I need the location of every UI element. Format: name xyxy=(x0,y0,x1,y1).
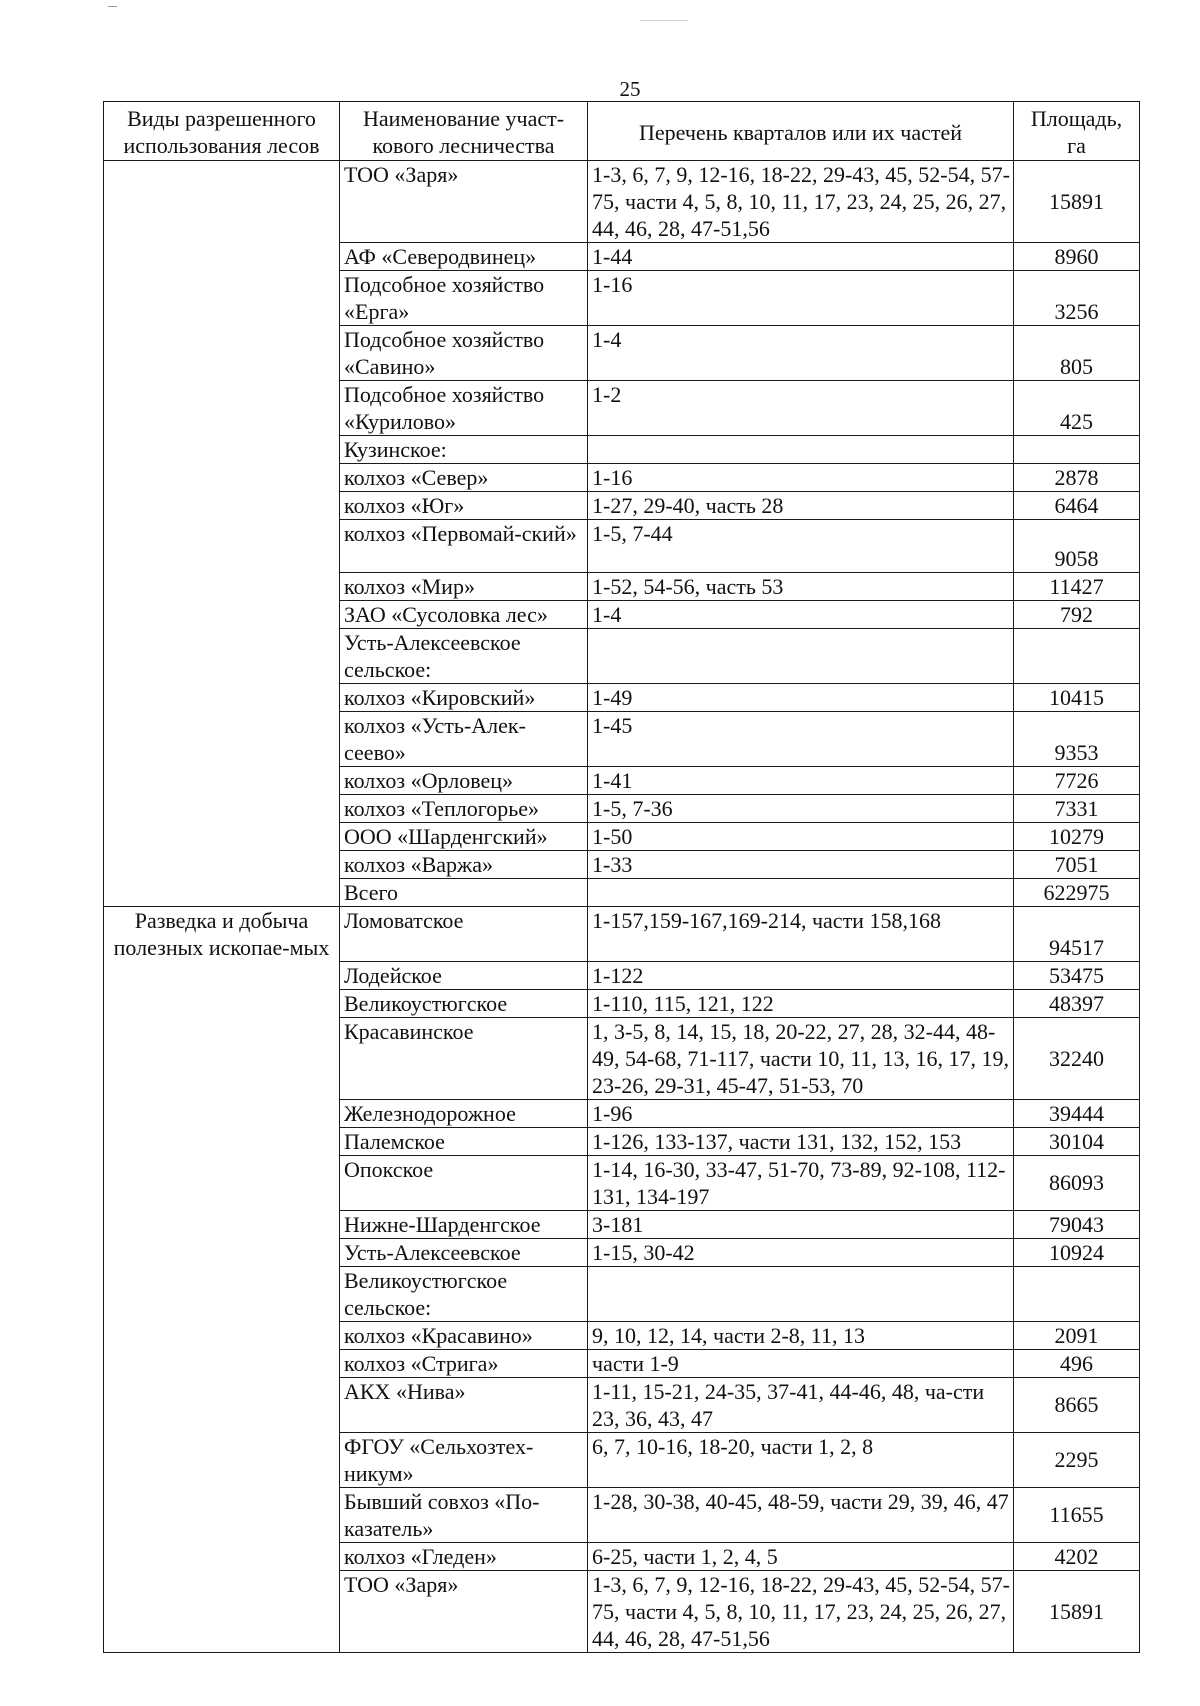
forestry-name-cell: Нижне-Шарденгское xyxy=(340,1210,588,1238)
area-cell: 9353 xyxy=(1014,712,1140,767)
quarters-cell: 1-3, 6, 7, 9, 12-16, 18-22, 29-43, 45, 52-54, 57-75, части 4, 5, 8, 10, 11, 17, 23, 24, 25, 26, 27, 44, 46, 28, 47-51,56 xyxy=(588,1570,1014,1652)
table-row xyxy=(104,712,1140,767)
table-header-row xyxy=(104,102,1140,161)
quarters-cell: 1-122 xyxy=(588,961,1014,989)
forestry-name-cell: колхоз «Варжа» xyxy=(340,851,588,879)
table-row xyxy=(104,1542,1140,1570)
table-row xyxy=(104,464,1140,492)
area-cell: 7331 xyxy=(1014,795,1140,823)
quarters-cell: 1-33 xyxy=(588,851,1014,879)
usage-type-cell xyxy=(104,1570,340,1652)
usage-type-cell xyxy=(104,271,340,326)
table-row xyxy=(104,795,1140,823)
area-cell: 39444 xyxy=(1014,1099,1140,1127)
usage-type-cell xyxy=(104,1487,340,1542)
forestry-name-cell: колхоз «Орловец» xyxy=(340,767,588,795)
area-cell: 2295 xyxy=(1014,1432,1140,1487)
area-cell: 496 xyxy=(1014,1349,1140,1377)
usage-type-cell xyxy=(104,520,340,573)
usage-type-cell xyxy=(104,1210,340,1238)
table-row xyxy=(104,823,1140,851)
forestry-name-cell: Ломоватское xyxy=(340,907,588,962)
quarters-cell: 1-16 xyxy=(588,271,1014,326)
quarters-cell: 1-5, 7-44 xyxy=(588,520,1014,573)
area-cell: 15891 xyxy=(1014,1570,1140,1652)
forestry-name-cell: Бывший совхоз «По-казатель» xyxy=(340,1487,588,1542)
quarters-cell: 3-181 xyxy=(588,1210,1014,1238)
quarters-cell: 1-11, 15-21, 24-35, 37-41, 44-46, 48, ча-сти 23, 36, 43, 47 xyxy=(588,1377,1014,1432)
forestry-name-cell: колхоз «Стрига» xyxy=(340,1349,588,1377)
quarters-cell: 6, 7, 10-16, 18-20, части 1, 2, 8 xyxy=(588,1432,1014,1487)
area-cell: 2091 xyxy=(1014,1321,1140,1349)
forestry-name-cell: колхоз «Красавино» xyxy=(340,1321,588,1349)
quarters-cell xyxy=(588,436,1014,464)
forestry-name-cell: Кузинское: xyxy=(340,436,588,464)
table-row xyxy=(104,573,1140,601)
usage-type-cell xyxy=(104,1377,340,1432)
scan-artifact-mark xyxy=(108,6,117,7)
usage-type-cell xyxy=(104,823,340,851)
table-row xyxy=(104,1266,1140,1321)
area-cell: 6464 xyxy=(1014,492,1140,520)
area-cell: 15891 xyxy=(1014,161,1140,243)
forestry-name-cell: Палемское xyxy=(340,1127,588,1155)
table-row xyxy=(104,767,1140,795)
area-cell: 9058 xyxy=(1014,520,1140,573)
area-cell: 792 xyxy=(1014,601,1140,629)
usage-type-cell xyxy=(104,767,340,795)
table-row xyxy=(104,851,1140,879)
table-row xyxy=(104,492,1140,520)
quarters-cell: 1-52, 54-56, часть 53 xyxy=(588,573,1014,601)
usage-type-cell xyxy=(104,381,340,436)
usage-type-cell xyxy=(104,436,340,464)
table-row xyxy=(104,326,1140,381)
usage-type-cell xyxy=(104,879,340,907)
usage-type-cell xyxy=(104,326,340,381)
usage-type-cell xyxy=(104,1155,340,1210)
usage-type-cell: Разведка и добыча полезных ископае-мых xyxy=(104,907,340,962)
quarters-cell: 9, 10, 12, 14, части 2-8, 11, 13 xyxy=(588,1321,1014,1349)
forestry-name-cell: ТОО «Заря» xyxy=(340,1570,588,1652)
usage-type-cell xyxy=(104,464,340,492)
quarters-cell: 1, 3-5, 8, 14, 15, 18, 20-22, 27, 28, 32-44, 48-49, 54-68, 71-117, части 10, 11, 13, 16, 17, 19, 23-26, 29-31, 45-47, 51-53, 70 xyxy=(588,1017,1014,1099)
area-cell xyxy=(1014,1266,1140,1321)
usage-type-cell xyxy=(104,1321,340,1349)
forest-use-table xyxy=(103,101,1140,1653)
table-row xyxy=(104,879,1140,907)
area-cell: 79043 xyxy=(1014,1210,1140,1238)
area-cell: 2878 xyxy=(1014,464,1140,492)
table-row xyxy=(104,961,1140,989)
scan-artifact-mark xyxy=(640,20,688,21)
usage-type-cell xyxy=(104,961,340,989)
table-row xyxy=(104,629,1140,684)
table-row xyxy=(104,243,1140,271)
forestry-name-cell: Железнодорожное xyxy=(340,1099,588,1127)
quarters-cell: 1-3, 6, 7, 9, 12-16, 18-22, 29-43, 45, 52-54, 57-75, части 4, 5, 8, 10, 11, 17, 23, 24, 25, 26, 27, 44, 46, 28, 47-51,56 xyxy=(588,161,1014,243)
area-cell: 425 xyxy=(1014,381,1140,436)
area-cell: 7726 xyxy=(1014,767,1140,795)
table-row xyxy=(104,381,1140,436)
area-cell: 7051 xyxy=(1014,851,1140,879)
quarters-cell: 1-4 xyxy=(588,326,1014,381)
forestry-name-cell: ТОО «Заря» xyxy=(340,161,588,243)
quarters-cell: 1-4 xyxy=(588,601,1014,629)
quarters-cell: 1-44 xyxy=(588,243,1014,271)
table-row xyxy=(104,1127,1140,1155)
area-cell: 10924 xyxy=(1014,1238,1140,1266)
page-number: 25 xyxy=(619,77,641,101)
quarters-cell: 1-27, 29-40, часть 28 xyxy=(588,492,1014,520)
quarters-cell: 1-28, 30-38, 40-45, 48-59, части 29, 39, 46, 47 xyxy=(588,1487,1014,1542)
area-cell: 3256 xyxy=(1014,271,1140,326)
quarters-cell: 1-5, 7-36 xyxy=(588,795,1014,823)
usage-type-cell xyxy=(104,684,340,712)
usage-type-cell xyxy=(104,712,340,767)
area-cell: 4202 xyxy=(1014,1542,1140,1570)
usage-type-cell xyxy=(104,492,340,520)
table-row xyxy=(104,1487,1140,1542)
forestry-name-cell: Всего xyxy=(340,879,588,907)
area-cell: 30104 xyxy=(1014,1127,1140,1155)
forestry-name-cell: колхоз «Юг» xyxy=(340,492,588,520)
forestry-name-cell: ООО «Шарденгский» xyxy=(340,823,588,851)
forestry-name-cell: Усть-Алексеевское сельское: xyxy=(340,629,588,684)
quarters-cell: 1-41 xyxy=(588,767,1014,795)
table-row xyxy=(104,161,1140,243)
header-area: Площадь, га xyxy=(1014,102,1140,161)
table-row xyxy=(104,271,1140,326)
area-cell: 86093 xyxy=(1014,1155,1140,1210)
quarters-cell: 1-110, 115, 121, 122 xyxy=(588,989,1014,1017)
forestry-name-cell: Подсобное хозяйство «Ерга» xyxy=(340,271,588,326)
area-cell: 11655 xyxy=(1014,1487,1140,1542)
table-row xyxy=(104,1377,1140,1432)
forestry-name-cell: Красавинское xyxy=(340,1017,588,1099)
table-row xyxy=(104,520,1140,573)
area-cell: 8960 xyxy=(1014,243,1140,271)
forestry-name-cell: колхоз «Мир» xyxy=(340,573,588,601)
area-cell: 53475 xyxy=(1014,961,1140,989)
header-usage-type: Виды разрешенного использования лесов xyxy=(104,102,340,161)
usage-type-cell xyxy=(104,1542,340,1570)
quarters-cell: 1-2 xyxy=(588,381,1014,436)
table-row xyxy=(104,1155,1140,1210)
usage-type-cell xyxy=(104,1127,340,1155)
quarters-cell: части 1-9 xyxy=(588,1349,1014,1377)
quarters-cell xyxy=(588,879,1014,907)
forestry-name-cell: АКХ «Нива» xyxy=(340,1377,588,1432)
usage-type-cell xyxy=(104,795,340,823)
quarters-cell: 1-15, 30-42 xyxy=(588,1238,1014,1266)
usage-type-cell xyxy=(104,851,340,879)
forestry-name-cell: колхоз «Теплогорье» xyxy=(340,795,588,823)
usage-type-cell xyxy=(104,601,340,629)
area-cell: 622975 xyxy=(1014,879,1140,907)
usage-type-cell xyxy=(104,1238,340,1266)
usage-type-cell xyxy=(104,1432,340,1487)
forestry-name-cell: колхоз «Первомай-ский» xyxy=(340,520,588,573)
forestry-name-cell: ЗАО «Сусоловка лес» xyxy=(340,601,588,629)
header-quarters-list: Перечень кварталов или их частей xyxy=(588,102,1014,161)
quarters-cell: 1-16 xyxy=(588,464,1014,492)
table-row xyxy=(104,1210,1140,1238)
forestry-name-cell: Опокское xyxy=(340,1155,588,1210)
quarters-cell: 1-126, 133-137, части 131, 132, 152, 153 xyxy=(588,1127,1014,1155)
usage-type-cell xyxy=(104,989,340,1017)
quarters-cell xyxy=(588,1266,1014,1321)
quarters-cell: 1-96 xyxy=(588,1099,1014,1127)
area-cell xyxy=(1014,629,1140,684)
table-row xyxy=(104,907,1140,962)
area-cell: 32240 xyxy=(1014,1017,1140,1099)
forestry-name-cell: Подсобное хозяйство «Курилово» xyxy=(340,381,588,436)
forestry-name-cell: Усть-Алексеевское xyxy=(340,1238,588,1266)
quarters-cell xyxy=(588,629,1014,684)
usage-type-cell xyxy=(104,1349,340,1377)
area-cell xyxy=(1014,436,1140,464)
forestry-name-cell: колхоз «Север» xyxy=(340,464,588,492)
forestry-name-cell: Великоустюгское xyxy=(340,989,588,1017)
forestry-name-cell: Великоустюгское сельское: xyxy=(340,1266,588,1321)
usage-type-cell xyxy=(104,573,340,601)
forestry-name-cell: АФ «Северодвинец» xyxy=(340,243,588,271)
table-row xyxy=(104,1432,1140,1487)
table-row xyxy=(104,1017,1140,1099)
table-row xyxy=(104,436,1140,464)
usage-type-cell xyxy=(104,629,340,684)
quarters-cell: 1-50 xyxy=(588,823,1014,851)
table-body xyxy=(104,161,1140,1653)
table-row xyxy=(104,989,1140,1017)
table-row xyxy=(104,1321,1140,1349)
forestry-name-cell: ФГОУ «Сельхозтех-никум» xyxy=(340,1432,588,1487)
table-row xyxy=(104,1349,1140,1377)
forestry-name-cell: колхоз «Гледен» xyxy=(340,1542,588,1570)
quarters-cell: 1-49 xyxy=(588,684,1014,712)
usage-type-cell xyxy=(104,161,340,243)
area-cell: 94517 xyxy=(1014,907,1140,962)
area-cell: 8665 xyxy=(1014,1377,1140,1432)
table-row xyxy=(104,684,1140,712)
forestry-name-cell: колхоз «Кировский» xyxy=(340,684,588,712)
table-row xyxy=(104,1238,1140,1266)
table-row xyxy=(104,1099,1140,1127)
table-row xyxy=(104,601,1140,629)
quarters-cell: 6-25, части 1, 2, 4, 5 xyxy=(588,1542,1014,1570)
quarters-cell: 1-14, 16-30, 33-47, 51-70, 73-89, 92-108, 112-131, 134-197 xyxy=(588,1155,1014,1210)
table-row xyxy=(104,1570,1140,1652)
forestry-name-cell: Лодейское xyxy=(340,961,588,989)
quarters-cell: 1-157,159-167,169-214, части 158,168 xyxy=(588,907,1014,962)
area-cell: 11427 xyxy=(1014,573,1140,601)
area-cell: 10279 xyxy=(1014,823,1140,851)
forestry-name-cell: колхоз «Усть-Алек-сеево» xyxy=(340,712,588,767)
header-forestry-name: Наименование участ- кового лесничества xyxy=(340,102,588,161)
area-cell: 805 xyxy=(1014,326,1140,381)
area-cell: 48397 xyxy=(1014,989,1140,1017)
area-cell: 10415 xyxy=(1014,684,1140,712)
usage-type-cell xyxy=(104,1266,340,1321)
usage-type-cell xyxy=(104,243,340,271)
forestry-name-cell: Подсобное хозяйство «Савино» xyxy=(340,326,588,381)
quarters-cell: 1-45 xyxy=(588,712,1014,767)
usage-type-cell xyxy=(104,1017,340,1099)
usage-type-cell xyxy=(104,1099,340,1127)
